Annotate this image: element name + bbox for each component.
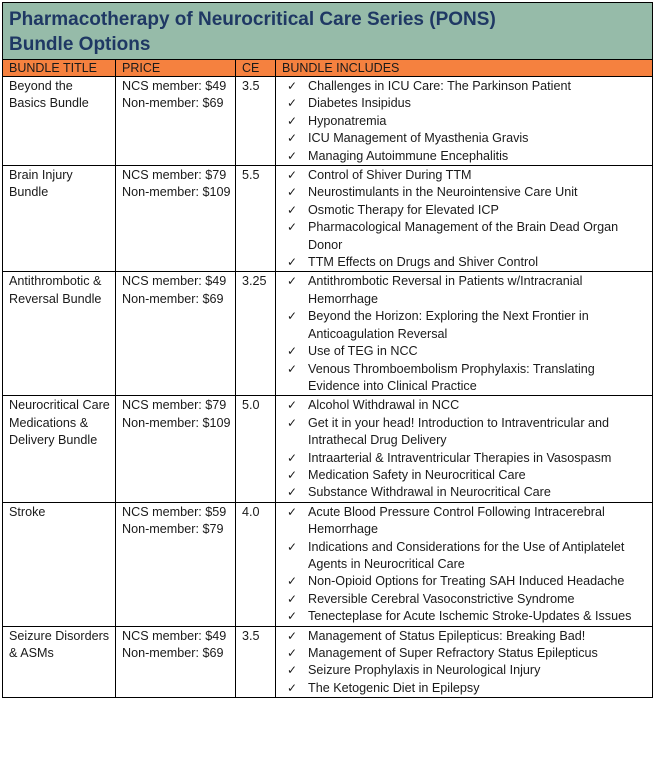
column-header-bundle-includes: BUNDLE INCLUDES — [276, 60, 653, 77]
bundle-row — [3, 502, 653, 626]
included-course-item — [282, 167, 648, 184]
included-course-item — [282, 573, 648, 590]
bundle-ce-credits: 3.25 — [236, 272, 276, 396]
course-title: Substance Withdrawal in Neurocritical Care — [308, 485, 551, 500]
course-title: Reversible Cerebral Vasoconstrictive Syndrome — [308, 591, 575, 606]
checkmark-icon: ✓ — [287, 202, 298, 217]
included-course-item — [282, 484, 648, 501]
nonmember-price: Non-member: $69 — [122, 646, 224, 660]
included-course-item — [282, 202, 648, 219]
course-title: Venous Thromboembolism Prophylaxis: Translating Evidence into Clinical Practice — [308, 361, 595, 393]
included-courses-list — [282, 397, 648, 501]
bundle-row — [3, 272, 653, 396]
course-title: Management of Super Refractory Status Epilepticus — [308, 646, 598, 660]
included-course-item — [282, 628, 648, 645]
included-course-item — [282, 662, 648, 679]
member-price: NCS member: $79 — [122, 168, 227, 183]
course-title: Management of Status Epilepticus: Breaking Bad! — [308, 628, 586, 643]
bundle-ce-credits: 5.0 — [236, 396, 276, 502]
included-course-item — [282, 78, 648, 95]
included-courses-list — [282, 628, 648, 698]
checkmark-icon: ✓ — [287, 274, 298, 289]
bundle-includes — [276, 166, 653, 272]
checkmark-icon: ✓ — [287, 309, 298, 324]
bundle-includes — [276, 626, 653, 698]
included-course-item — [282, 361, 648, 396]
included-course-item — [282, 539, 648, 574]
included-course-item — [282, 219, 648, 254]
checkmark-icon: ✓ — [287, 415, 298, 430]
included-course-item — [282, 397, 648, 414]
column-header-row — [3, 60, 653, 77]
bundle-price — [116, 502, 236, 626]
bundle-row — [3, 396, 653, 502]
checkmark-icon: ✓ — [287, 168, 298, 183]
column-header-ce: CE — [236, 60, 276, 77]
included-course-item — [282, 254, 648, 271]
bundle-ce-credits: 3.5 — [236, 77, 276, 166]
checkmark-icon: ✓ — [287, 467, 298, 482]
member-price: NCS member: $59 — [122, 504, 227, 519]
course-title: Get it in your head! Introduction to Intraventricular and Intrathecal Drug Delivery — [308, 415, 610, 448]
bundle-options-document — [2, 2, 653, 698]
course-title: Seizure Prophylaxis in Neurological Injury — [308, 663, 541, 678]
bundle-includes — [276, 502, 653, 626]
bundle-table-body — [3, 77, 653, 698]
checkmark-icon: ✓ — [287, 148, 298, 163]
course-title: Pharmacological Management of the Brain Dead Organ Donor — [308, 220, 619, 252]
bundle-row — [3, 626, 653, 698]
included-courses-list — [282, 167, 648, 271]
bundle-table — [2, 2, 653, 698]
included-course-item — [282, 113, 648, 130]
included-course-item — [282, 184, 648, 201]
bundle-includes — [276, 272, 653, 396]
bundle-ce-credits: 3.5 — [236, 626, 276, 698]
included-course-item — [282, 591, 648, 608]
included-course-item — [282, 95, 648, 112]
course-title: TTM Effects on Drugs and Shiver Control — [308, 255, 539, 270]
member-price: NCS member: $49 — [122, 628, 227, 643]
checkmark-icon: ✓ — [287, 574, 298, 589]
checkmark-icon: ✓ — [287, 591, 298, 606]
member-price: NCS member: $49 — [122, 274, 227, 289]
checkmark-icon: ✓ — [287, 398, 298, 413]
course-title: Non-Opioid Options for Treating SAH Induced Headache — [308, 574, 625, 589]
checkmark-icon: ✓ — [287, 185, 298, 200]
bundle-price — [116, 272, 236, 396]
course-title: Beyond the Horizon: Exploring the Next Frontier in Anticoagulation Reversal — [308, 309, 589, 341]
course-title: Neurostimulants in the Neurointensive Care Unit — [308, 185, 578, 200]
bundle-title: Antithrombotic & Reversal Bundle — [3, 272, 116, 396]
checkmark-icon: ✓ — [287, 113, 298, 128]
bundle-ce-credits: 4.0 — [236, 502, 276, 626]
included-course-item — [282, 130, 648, 147]
included-course-item — [282, 608, 648, 625]
included-course-item — [282, 467, 648, 484]
checkmark-icon: ✓ — [287, 220, 298, 235]
included-course-item — [282, 273, 648, 308]
course-title: Diabetes Insipidus — [308, 96, 411, 111]
included-course-item — [282, 680, 648, 697]
checkmark-icon: ✓ — [287, 609, 298, 624]
course-title: Alcohol Withdrawal in NCC — [308, 398, 460, 413]
bundle-title: Brain Injury Bundle — [3, 166, 116, 272]
course-title: Managing Autoimmune Encephalitis — [308, 148, 509, 163]
nonmember-price: Non-member: $109 — [122, 185, 231, 200]
course-title: Antithrombotic Reversal in Patients w/Intracranial Hemorrhage — [308, 274, 583, 306]
course-title: The Ketogenic Diet in Epilepsy — [308, 680, 480, 695]
member-price: NCS member: $49 — [122, 79, 227, 93]
bundle-price — [116, 77, 236, 166]
course-title: Control of Shiver During TTM — [308, 168, 472, 183]
checkmark-icon: ✓ — [287, 628, 298, 643]
nonmember-price: Non-member: $69 — [122, 291, 224, 306]
checkmark-icon: ✓ — [287, 504, 298, 519]
bundle-row — [3, 166, 653, 272]
title-line-1: Pharmacotherapy of Neurocritical Care Series (PONS) — [9, 9, 496, 30]
included-course-item — [282, 450, 648, 467]
course-title: Acute Blood Pressure Control Following Intracerebral Hemorrhage — [308, 504, 605, 537]
nonmember-price: Non-member: $79 — [122, 522, 224, 537]
included-courses-list — [282, 78, 648, 165]
checkmark-icon: ✓ — [287, 79, 298, 93]
included-courses-list — [282, 273, 648, 395]
nonmember-price: Non-member: $109 — [122, 415, 231, 430]
course-title: Tenecteplase for Acute Ischemic Stroke-Updates & Issues — [308, 609, 632, 624]
nonmember-price: Non-member: $69 — [122, 96, 224, 111]
checkmark-icon: ✓ — [287, 646, 298, 660]
course-title: Indications and Considerations for the Use of Antiplatelet Agents in Neurocritical Care — [308, 539, 625, 571]
column-header-bundle-title: BUNDLE TITLE — [3, 60, 116, 77]
included-course-item — [282, 645, 648, 662]
bundle-price — [116, 166, 236, 272]
checkmark-icon: ✓ — [287, 485, 298, 500]
member-price: NCS member: $79 — [122, 398, 227, 413]
course-title: ICU Management of Myasthenia Gravis — [308, 131, 529, 146]
bundle-title: Beyond the Basics Bundle — [3, 77, 116, 166]
checkmark-icon: ✓ — [287, 539, 298, 554]
course-title: Challenges in ICU Care: The Parkinson Patient — [308, 79, 571, 93]
bundle-title: Seizure Disorders & ASMs — [3, 626, 116, 698]
title-line-2: Bundle Options — [9, 34, 151, 55]
checkmark-icon: ✓ — [287, 450, 298, 465]
checkmark-icon: ✓ — [287, 663, 298, 678]
bundle-row — [3, 77, 653, 166]
included-courses-list — [282, 504, 648, 626]
table-title — [3, 3, 653, 60]
checkmark-icon: ✓ — [287, 361, 298, 376]
included-course-item — [282, 308, 648, 343]
column-header-price: PRICE — [116, 60, 236, 77]
course-title: Use of TEG in NCC — [308, 344, 418, 359]
checkmark-icon: ✓ — [287, 344, 298, 359]
bundle-includes — [276, 396, 653, 502]
checkmark-icon: ✓ — [287, 255, 298, 270]
bundle-title: Stroke — [3, 502, 116, 626]
bundle-price — [116, 626, 236, 698]
bundle-includes — [276, 77, 653, 166]
included-course-item — [282, 148, 648, 165]
included-course-item — [282, 415, 648, 450]
bundle-ce-credits: 5.5 — [236, 166, 276, 272]
included-course-item — [282, 343, 648, 360]
course-title: Osmotic Therapy for Elevated ICP — [308, 202, 499, 217]
checkmark-icon: ✓ — [287, 680, 298, 695]
included-course-item — [282, 504, 648, 539]
bundle-title: Neurocritical Care Medications & Delivery Bundle — [3, 396, 116, 502]
course-title: Intraarterial & Intraventricular Therapies in Vasospasm — [308, 450, 612, 465]
checkmark-icon: ✓ — [287, 131, 298, 146]
course-title: Hyponatremia — [308, 113, 387, 128]
course-title: Medication Safety in Neurocritical Care — [308, 467, 526, 482]
checkmark-icon: ✓ — [287, 96, 298, 111]
bundle-price — [116, 396, 236, 502]
